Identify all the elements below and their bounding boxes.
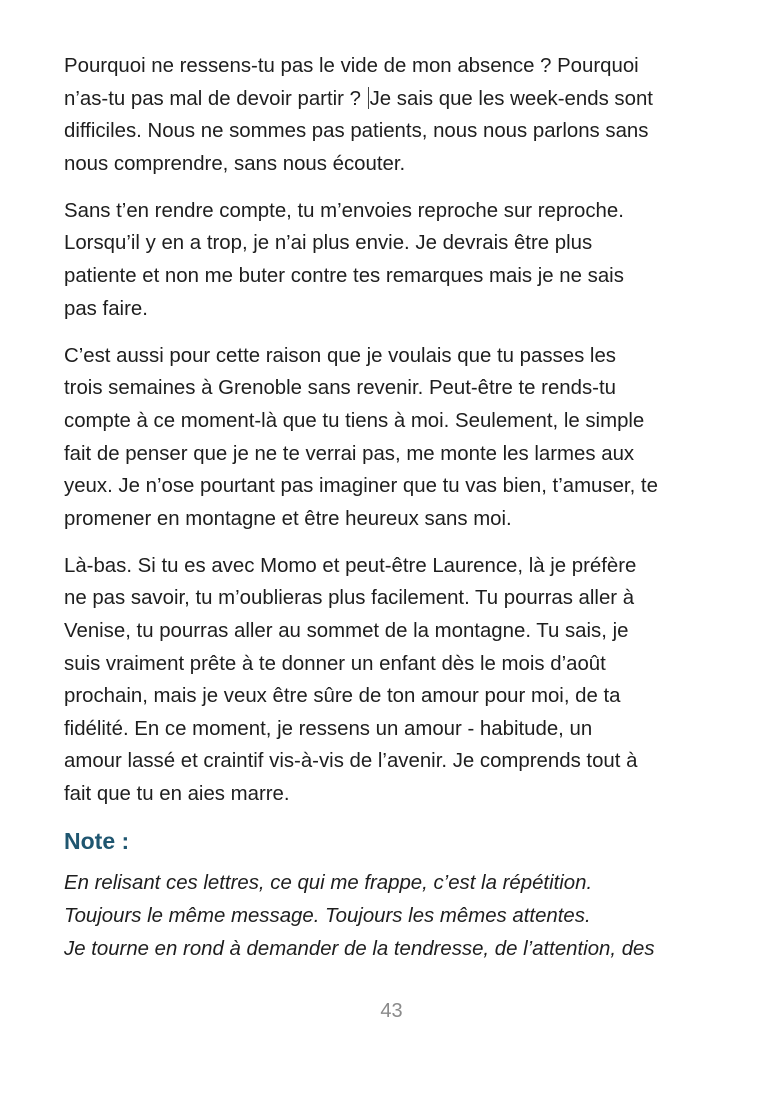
text-line — [64, 83, 714, 116]
text-line: suis vraiment prête à te donner un enfant dès le mois d’août — [64, 652, 606, 675]
text-line: amour lassé et craintif vis-à-vis de l’avenir. Je comprends tout à — [64, 750, 638, 773]
text-line: trois semaines à Grenoble sans revenir. Peut-être te rends-tu — [64, 377, 616, 400]
note-heading: Note : — [64, 828, 130, 855]
document-page — [64, 50, 714, 966]
paragraph-4 — [64, 550, 714, 811]
text-line: fidélité. En ce moment, je ressens un amour - habitude, un — [64, 717, 593, 740]
paragraph-2 — [64, 195, 714, 325]
text-line: fait de penser que je ne te verrai pas, me monte les larmes aux — [64, 442, 635, 465]
text-line: Je tourne en rond à demander de la tendresse, de l’attention, des — [64, 938, 655, 961]
paragraph-3 — [64, 340, 714, 536]
text-line: Toujours le même message. Toujours les mêmes attentes. — [64, 905, 591, 928]
text-line: En relisant ces lettres, ce qui me frappe, c’est la répétition. — [64, 872, 593, 895]
text-line: difficiles. Nous ne sommes pas patients, nous nous parlons sans — [64, 120, 649, 143]
text-line: nous comprendre, sans nous écouter. — [64, 152, 406, 175]
text-cursor — [368, 87, 369, 109]
text-line: fait que tu en aies marre. — [64, 782, 290, 805]
note-body — [64, 867, 714, 966]
text-line: promener en montagne et être heureux sans moi. — [64, 507, 512, 530]
text-line: Là-bas. Si tu es avec Momo et peut-être Laurence, là je préfère — [64, 554, 637, 577]
text-line: ne pas savoir, tu m’oublieras plus facilement. Tu pourras aller à — [64, 587, 635, 610]
text-line: C’est aussi pour cette raison que je voulais que tu passes les — [64, 344, 616, 367]
page-number: 43 — [380, 1000, 403, 1022]
text-line: Venise, tu pourras aller au sommet de la montagne. Tu sais, je — [64, 620, 629, 642]
text-line: Lorsqu’il y en a trop, je n’ai plus envie. Je devrais être plus — [64, 232, 593, 255]
text-line: patiente et non me buter contre tes remarques mais je ne sais — [64, 265, 624, 288]
text-line: pas faire. — [64, 297, 148, 320]
paragraph-1 — [64, 50, 714, 180]
text-line: compte à ce moment-là que tu tiens à moi. Seulement, le simple — [64, 409, 645, 432]
text-line: Pourquoi ne ressens-tu pas le vide de mon absence ? Pourquoi — [64, 55, 639, 77]
text-line: Sans t’en rendre compte, tu m’envoies reproche sur reproche. — [64, 199, 624, 222]
text-line: yeux. Je n’ose pourtant pas imaginer que tu vas bien, t’amuser, te — [64, 475, 658, 498]
text-line: prochain, mais je veux être sûre de ton amour pour moi, de ta — [64, 685, 621, 708]
text-segment: n’as-tu pas mal de devoir partir ? — [64, 87, 367, 110]
text-segment: Je sais que les week-ends sont — [369, 87, 653, 110]
